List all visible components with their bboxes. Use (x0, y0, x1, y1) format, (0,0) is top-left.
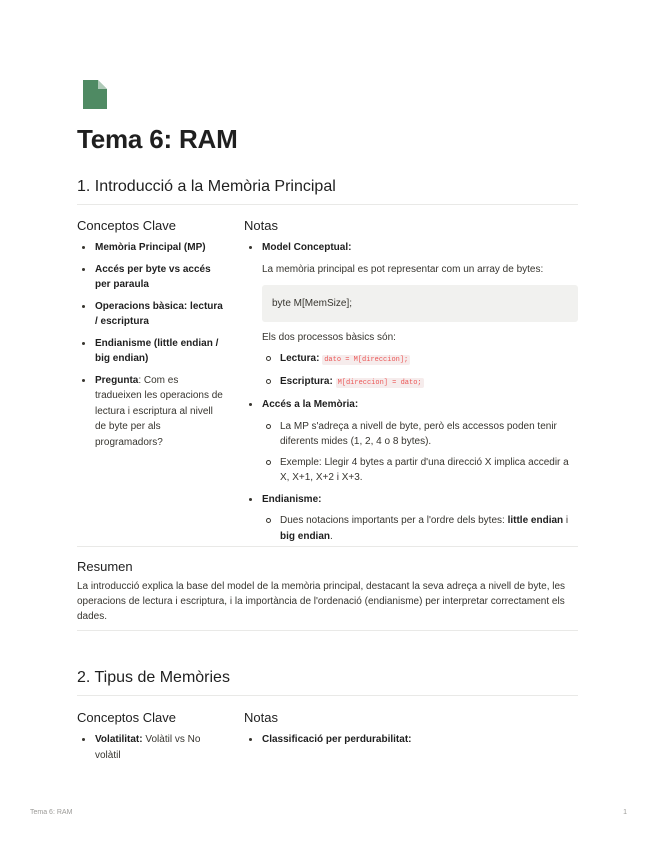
divider (77, 546, 578, 547)
divider (77, 204, 578, 205)
list-item (244, 492, 578, 545)
list-item: Exemple: Llegir 4 bytes a partir d'una direcció X implica accedir a X, X+1, X+2 i X+3. (262, 455, 578, 486)
concepts-list (77, 732, 225, 763)
list-item: La MP s'adreça a nivell de byte, però els accessos poden tenir diferents mides (1, 2, 4 o 8 bytes). (262, 419, 578, 450)
notes-list (244, 240, 578, 544)
concepts-heading: Conceptos Clave (77, 710, 176, 725)
note-label: Model Conceptual: (262, 242, 352, 253)
divider (77, 695, 578, 696)
list-item (244, 240, 578, 391)
code-block: byte M[MemSize]; (262, 285, 578, 323)
note-text: La memòria principal es pot representar com un array de bytes: (262, 263, 544, 275)
list-item: Classificació per perdurabilitat: (244, 732, 578, 748)
section-1-title: 1. Introducció a la Memòria Principal (77, 178, 336, 195)
list-item: Pregunta: Com es tradueixen les operacions de lectura i escriptura al nivell de byte per als programadors? (77, 373, 225, 451)
page-title: Tema 6: RAM (77, 124, 238, 154)
list-item: Dues notacions importants per a l'ordre dels bytes: little endian i big endian. (262, 513, 578, 544)
summary-block (77, 559, 578, 631)
section-1-header (77, 177, 578, 205)
sub-list (262, 351, 578, 391)
list-item: Escriptura: M[direccion] = dato; (262, 374, 578, 392)
concepts-list (77, 240, 225, 450)
note-label: Accés a la Memòria: (262, 399, 359, 410)
inline-code: dato = M[direccion]; (324, 356, 409, 364)
sub-list (262, 419, 578, 486)
list-item: Volatilitat: Volàtil vs No volàtil (77, 732, 225, 763)
summary-text: La introducció explica la base del model de la memòria principal, destacant la seva adreça a nivell de byte, les operacions de lectura i escriptura, i la importància de l'ordenació (endianisme) per interpretar correctament els dades. (77, 581, 566, 622)
list-item: Operacions bàsica: lectura / escriptura (77, 299, 225, 330)
footer-title: Tema 6: RAM (30, 809, 73, 816)
section-2-header (77, 668, 578, 696)
note-label: Endianisme: (262, 493, 322, 505)
concepts-column (77, 732, 225, 769)
notes-list (244, 732, 578, 748)
concepts-heading: Conceptos Clave (77, 218, 176, 233)
list-item (244, 397, 578, 486)
section-2-title: 2. Tipus de Memòries (77, 669, 230, 686)
list-item: Accés per byte vs accés per paraula (77, 262, 225, 293)
divider (77, 630, 578, 631)
page-icon (83, 80, 107, 109)
notes-column (244, 240, 578, 550)
page-number: 1 (623, 809, 627, 816)
notes-heading: Notas (244, 710, 278, 725)
concepts-column (77, 240, 225, 456)
notes-heading: Notas (244, 218, 278, 233)
sub-list (262, 513, 578, 544)
inline-code: M[direccion] = dato; (337, 378, 422, 387)
list-item: Endianisme (little endian / big endian) (77, 336, 225, 367)
note-text: Els dos processos bàsics són: (262, 332, 396, 343)
list-item: Memòria Principal (MP) (77, 240, 225, 256)
list-item: Lectura: dato = M[direccion]; (262, 351, 578, 369)
notes-column (244, 732, 578, 754)
summary-heading: Resumen (77, 559, 133, 574)
